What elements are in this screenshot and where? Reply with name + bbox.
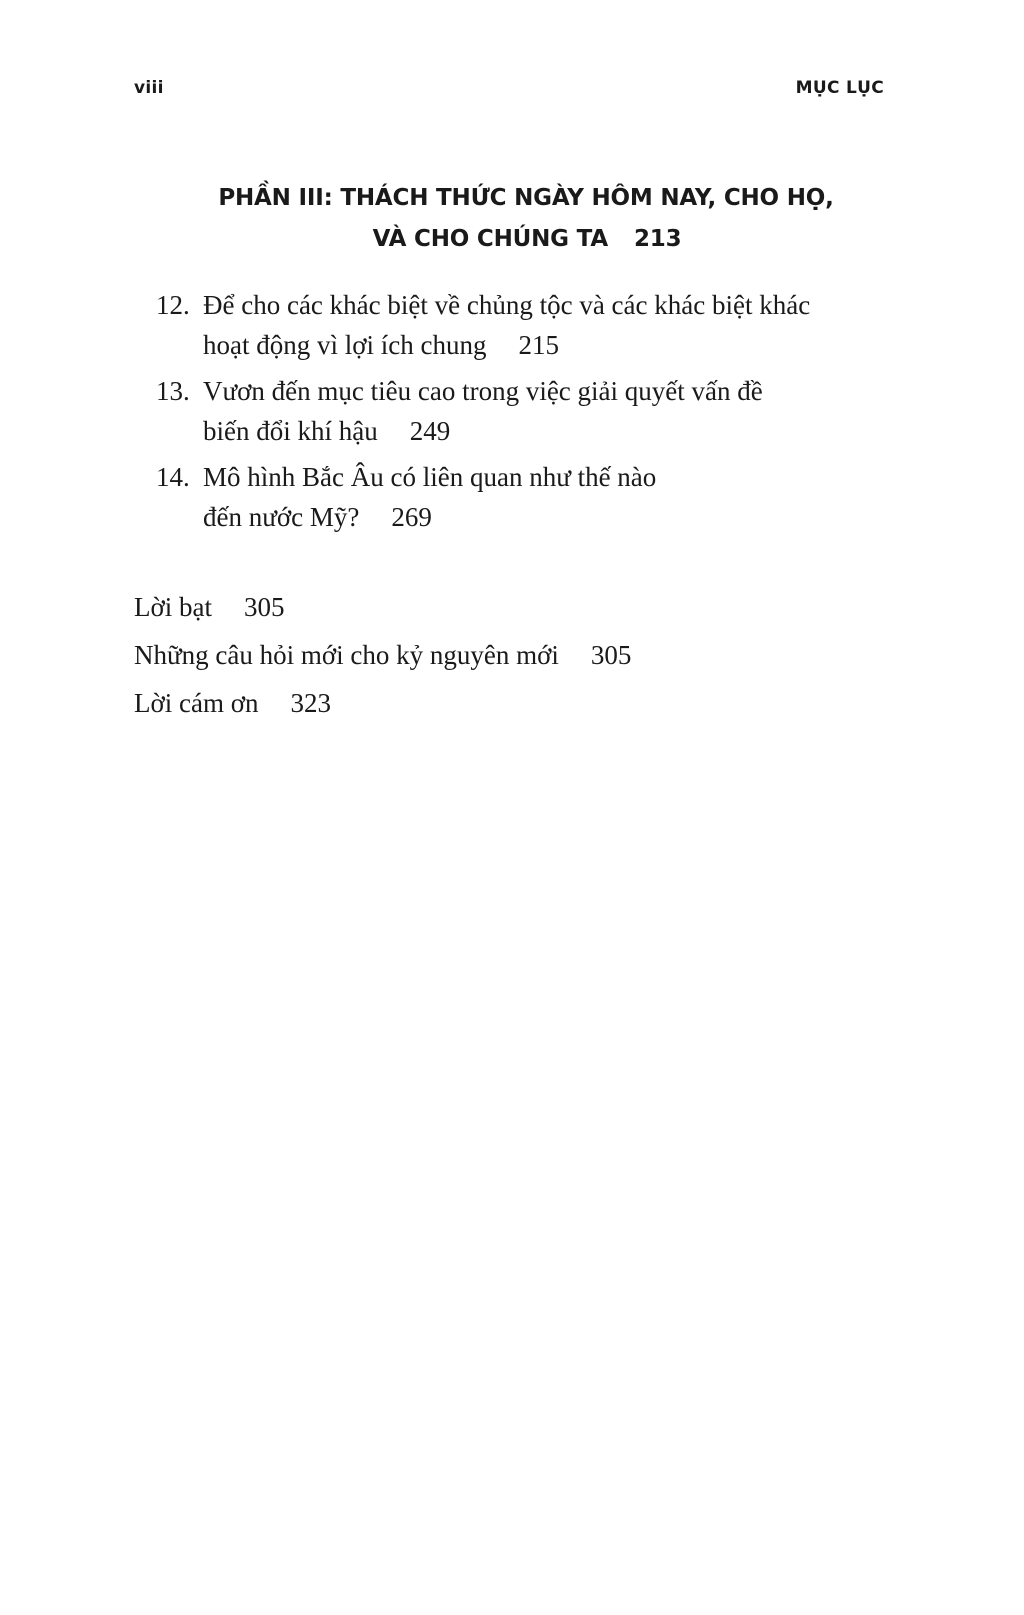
backmatter-title: Những câu hỏi mới cho kỷ nguyên mới [134,640,559,670]
backmatter-item-new-questions[interactable] [134,631,631,679]
chapter-title-line2-wrap [203,325,876,365]
chapter-number: 13. [156,376,190,406]
chapter-title-line2: hoạt động vì lợi ích chung [203,330,487,360]
chapter-title [203,457,876,537]
chapter-page-number: 249 [409,416,451,446]
part-title-line2: VÀ CHO CHÚNG TA [372,226,608,252]
backmatter-list [134,583,631,727]
backmatter-title: Lời bạt [134,592,213,622]
chapter-page-number: 215 [518,330,559,360]
chapter-number: 12. [156,290,190,320]
part-page-number: 213 [633,226,682,252]
chapter-title-line1: Mô hình Bắc Âu có liên quan như thế nào [203,462,657,492]
chapter-title-line2-wrap [203,411,876,451]
backmatter-title: Lời cám ơn [134,688,259,718]
backmatter-page-number: 305 [590,640,632,670]
chapter-number: 14. [156,462,190,492]
toc-entry-chapter-13[interactable] [156,371,876,451]
part-title-line2-wrap [0,219,1024,260]
chapter-title-line2: biến đổi khí hậu [203,416,378,446]
chapter-title [203,285,876,365]
chapter-page-number: 269 [391,502,432,532]
part-title-line1: PHẦN III: THÁCH THỨC NGÀY HÔM NAY, CHO HỌ, [218,185,834,211]
part-heading [0,178,1024,260]
toc-entry-chapter-12[interactable] [156,285,876,365]
chapter-title-line1: Để cho các khác biệt về chủng tộc và các khác biệt khác [203,290,811,320]
chapter-title-line1: Vươn đến mục tiêu cao trong việc giải quyết vấn đề [203,376,763,406]
chapter-title [203,371,876,451]
chapter-title-line2: đến nước Mỹ? [203,502,360,532]
backmatter-item-acknowledgements[interactable] [134,679,631,727]
toc-entry-chapter-14[interactable] [156,457,876,537]
backmatter-page-number: 323 [290,688,332,718]
chapter-title-line2-wrap [203,497,876,537]
backmatter-page-number: 305 [244,592,285,622]
running-title: MỤC LỤC [795,78,884,98]
page-number: viii [134,78,164,98]
chapter-list [156,285,876,543]
backmatter-item-afterword[interactable] [134,583,631,631]
